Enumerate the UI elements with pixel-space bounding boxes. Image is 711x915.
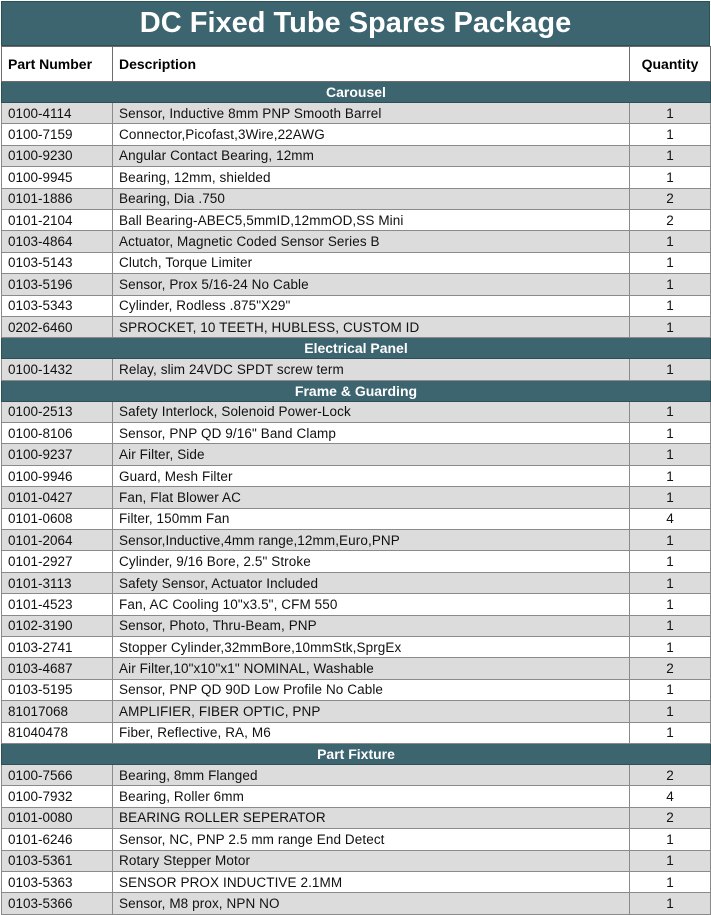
table-row bbox=[2, 658, 711, 679]
part-number-cell: 0101-2064 bbox=[2, 530, 113, 551]
table-row bbox=[2, 487, 711, 508]
part-number-cell: 0100-9237 bbox=[2, 444, 113, 465]
quantity-cell: 1 bbox=[630, 124, 711, 145]
description-cell: Cylinder, Rodless .875"X29" bbox=[113, 295, 630, 316]
part-number-cell: 0100-7566 bbox=[2, 764, 113, 785]
description-cell: Bearing, 8mm Flanged bbox=[113, 764, 630, 785]
table-row bbox=[2, 145, 711, 166]
quantity-cell: 1 bbox=[630, 701, 711, 722]
part-number-cell: 81017068 bbox=[2, 701, 113, 722]
section-title: Part Fixture bbox=[2, 743, 711, 764]
quantity-cell: 1 bbox=[630, 871, 711, 892]
description-cell: Cylinder, 9/16 Bore, 2.5" Stroke bbox=[113, 551, 630, 572]
table-row bbox=[2, 188, 711, 209]
quantity-cell: 1 bbox=[630, 487, 711, 508]
part-number-cell: 0103-5196 bbox=[2, 274, 113, 295]
quantity-cell: 1 bbox=[630, 423, 711, 444]
part-number-cell: 0100-1432 bbox=[2, 359, 113, 380]
table-row bbox=[2, 530, 711, 551]
table-row bbox=[2, 701, 711, 722]
section-header-row bbox=[2, 743, 711, 764]
quantity-cell: 1 bbox=[630, 679, 711, 700]
description-cell: Sensor, M8 prox, NPN NO bbox=[113, 893, 630, 914]
table-row bbox=[2, 465, 711, 486]
description-cell: Air Filter, Side bbox=[113, 444, 630, 465]
part-number-cell: 0100-9230 bbox=[2, 145, 113, 166]
table-row bbox=[2, 316, 711, 337]
part-number-cell: 0103-5143 bbox=[2, 252, 113, 273]
description-cell: Sensor,Inductive,4mm range,12mm,Euro,PNP bbox=[113, 530, 630, 551]
part-number-cell: 0100-2513 bbox=[2, 401, 113, 422]
description-cell: Sensor, NC, PNP 2.5 mm range End Detect bbox=[113, 829, 630, 850]
spares-sheet bbox=[1, 1, 710, 915]
column-header-quantity: Quantity bbox=[630, 47, 711, 82]
description-cell: Fan, AC Cooling 10"x3.5", CFM 550 bbox=[113, 594, 630, 615]
table-row bbox=[2, 401, 711, 422]
quantity-cell: 1 bbox=[630, 274, 711, 295]
quantity-cell: 1 bbox=[630, 167, 711, 188]
quantity-cell: 2 bbox=[630, 807, 711, 828]
table-row bbox=[2, 167, 711, 188]
quantity-cell: 1 bbox=[630, 572, 711, 593]
quantity-cell: 1 bbox=[630, 145, 711, 166]
quantity-cell: 2 bbox=[630, 188, 711, 209]
part-number-cell: 0103-5366 bbox=[2, 893, 113, 914]
part-number-cell: 0100-7159 bbox=[2, 124, 113, 145]
quantity-cell: 1 bbox=[630, 551, 711, 572]
part-number-cell: 0202-6460 bbox=[2, 316, 113, 337]
section-header-row bbox=[2, 380, 711, 401]
part-number-cell: 81040478 bbox=[2, 722, 113, 743]
part-number-cell: 0101-0427 bbox=[2, 487, 113, 508]
spares-table bbox=[1, 46, 711, 915]
description-cell: SENSOR PROX INDUCTIVE 2.1MM bbox=[113, 871, 630, 892]
table-row bbox=[2, 295, 711, 316]
description-cell: AMPLIFIER, FIBER OPTIC, PNP bbox=[113, 701, 630, 722]
part-number-cell: 0103-5195 bbox=[2, 679, 113, 700]
column-header-part-number: Part Number bbox=[2, 47, 113, 82]
part-number-cell: 0101-2104 bbox=[2, 209, 113, 230]
part-number-cell: 0103-4864 bbox=[2, 231, 113, 252]
description-cell: Sensor, PNP QD 9/16" Band Clamp bbox=[113, 423, 630, 444]
table-row bbox=[2, 209, 711, 230]
section-header-row bbox=[2, 338, 711, 359]
description-cell: Sensor, Photo, Thru-Beam, PNP bbox=[113, 615, 630, 636]
description-cell: Clutch, Torque Limiter bbox=[113, 252, 630, 273]
section-title: Frame & Guarding bbox=[2, 380, 711, 401]
quantity-cell: 1 bbox=[630, 829, 711, 850]
quantity-cell: 4 bbox=[630, 508, 711, 529]
table-row bbox=[2, 508, 711, 529]
description-cell: Safety Sensor, Actuator Included bbox=[113, 572, 630, 593]
quantity-cell: 1 bbox=[630, 252, 711, 273]
description-cell: Actuator, Magnetic Coded Sensor Series B bbox=[113, 231, 630, 252]
description-cell: Bearing, Dia .750 bbox=[113, 188, 630, 209]
table-row bbox=[2, 551, 711, 572]
part-number-cell: 0103-2741 bbox=[2, 636, 113, 657]
description-cell: Guard, Mesh Filter bbox=[113, 465, 630, 486]
part-number-cell: 0101-1886 bbox=[2, 188, 113, 209]
quantity-cell: 1 bbox=[630, 893, 711, 914]
description-cell: Air Filter,10"x10"x1" NOMINAL, Washable bbox=[113, 658, 630, 679]
part-number-cell: 0103-5363 bbox=[2, 871, 113, 892]
description-cell: Rotary Stepper Motor bbox=[113, 850, 630, 871]
description-cell: Fan, Flat Blower AC bbox=[113, 487, 630, 508]
part-number-cell: 0100-8106 bbox=[2, 423, 113, 444]
table-row bbox=[2, 231, 711, 252]
description-cell: Relay, slim 24VDC SPDT screw term bbox=[113, 359, 630, 380]
part-number-cell: 0100-9946 bbox=[2, 465, 113, 486]
description-cell: Connector,Picofast,3Wire,22AWG bbox=[113, 124, 630, 145]
table-row bbox=[2, 829, 711, 850]
quantity-cell: 1 bbox=[630, 359, 711, 380]
section-title: Electrical Panel bbox=[2, 338, 711, 359]
description-cell: Sensor, Inductive 8mm PNP Smooth Barrel bbox=[113, 103, 630, 124]
sheet-title: DC Fixed Tube Spares Package bbox=[1, 1, 710, 46]
table-row bbox=[2, 124, 711, 145]
quantity-cell: 1 bbox=[630, 295, 711, 316]
table-row bbox=[2, 252, 711, 273]
part-number-cell: 0100-9945 bbox=[2, 167, 113, 188]
table-row bbox=[2, 572, 711, 593]
table-row bbox=[2, 807, 711, 828]
section-header-row bbox=[2, 82, 711, 103]
column-header-description: Description bbox=[113, 47, 630, 82]
table-row bbox=[2, 274, 711, 295]
quantity-cell: 1 bbox=[630, 231, 711, 252]
description-cell: Fiber, Reflective, RA, M6 bbox=[113, 722, 630, 743]
part-number-cell: 0101-2927 bbox=[2, 551, 113, 572]
table-row bbox=[2, 871, 711, 892]
part-number-cell: 0103-5361 bbox=[2, 850, 113, 871]
quantity-cell: 4 bbox=[630, 786, 711, 807]
quantity-cell: 1 bbox=[630, 722, 711, 743]
quantity-cell: 1 bbox=[630, 103, 711, 124]
part-number-cell: 0100-4114 bbox=[2, 103, 113, 124]
description-cell: Sensor, Prox 5/16-24 No Cable bbox=[113, 274, 630, 295]
table-row bbox=[2, 615, 711, 636]
table-row bbox=[2, 103, 711, 124]
part-number-cell: 0101-0608 bbox=[2, 508, 113, 529]
quantity-cell: 2 bbox=[630, 209, 711, 230]
quantity-cell: 1 bbox=[630, 594, 711, 615]
description-cell: Bearing, 12mm, shielded bbox=[113, 167, 630, 188]
table-row bbox=[2, 850, 711, 871]
quantity-cell: 1 bbox=[630, 401, 711, 422]
description-cell: Stopper Cylinder,32mmBore,10mmStk,SprgEx bbox=[113, 636, 630, 657]
table-row bbox=[2, 786, 711, 807]
description-cell: Filter, 150mm Fan bbox=[113, 508, 630, 529]
description-cell: Angular Contact Bearing, 12mm bbox=[113, 145, 630, 166]
table-header bbox=[2, 47, 711, 82]
part-number-cell: 0100-7932 bbox=[2, 786, 113, 807]
description-cell: Safety Interlock, Solenoid Power-Lock bbox=[113, 401, 630, 422]
description-cell: Sensor, PNP QD 90D Low Profile No Cable bbox=[113, 679, 630, 700]
table-body bbox=[2, 82, 711, 915]
part-number-cell: 0102-3190 bbox=[2, 615, 113, 636]
table-row bbox=[2, 722, 711, 743]
quantity-cell: 2 bbox=[630, 764, 711, 785]
part-number-cell: 0101-6246 bbox=[2, 829, 113, 850]
part-number-cell: 0103-4687 bbox=[2, 658, 113, 679]
quantity-cell: 1 bbox=[630, 465, 711, 486]
quantity-cell: 1 bbox=[630, 530, 711, 551]
description-cell: Bearing, Roller 6mm bbox=[113, 786, 630, 807]
table-row bbox=[2, 423, 711, 444]
table-row bbox=[2, 679, 711, 700]
table-row bbox=[2, 594, 711, 615]
quantity-cell: 2 bbox=[630, 658, 711, 679]
quantity-cell: 1 bbox=[630, 636, 711, 657]
part-number-cell: 0101-4523 bbox=[2, 594, 113, 615]
table-row bbox=[2, 636, 711, 657]
table-row bbox=[2, 359, 711, 380]
quantity-cell: 1 bbox=[630, 615, 711, 636]
section-title: Carousel bbox=[2, 82, 711, 103]
quantity-cell: 1 bbox=[630, 850, 711, 871]
description-cell: BEARING ROLLER SEPERATOR bbox=[113, 807, 630, 828]
table-row bbox=[2, 444, 711, 465]
header-row bbox=[2, 47, 711, 82]
description-cell: SPROCKET, 10 TEETH, HUBLESS, CUSTOM ID bbox=[113, 316, 630, 337]
quantity-cell: 1 bbox=[630, 316, 711, 337]
description-cell: Ball Bearing-ABEC5,5mmID,12mmOD,SS Mini bbox=[113, 209, 630, 230]
part-number-cell: 0103-5343 bbox=[2, 295, 113, 316]
table-row bbox=[2, 764, 711, 785]
part-number-cell: 0101-3113 bbox=[2, 572, 113, 593]
quantity-cell: 1 bbox=[630, 444, 711, 465]
part-number-cell: 0101-0080 bbox=[2, 807, 113, 828]
